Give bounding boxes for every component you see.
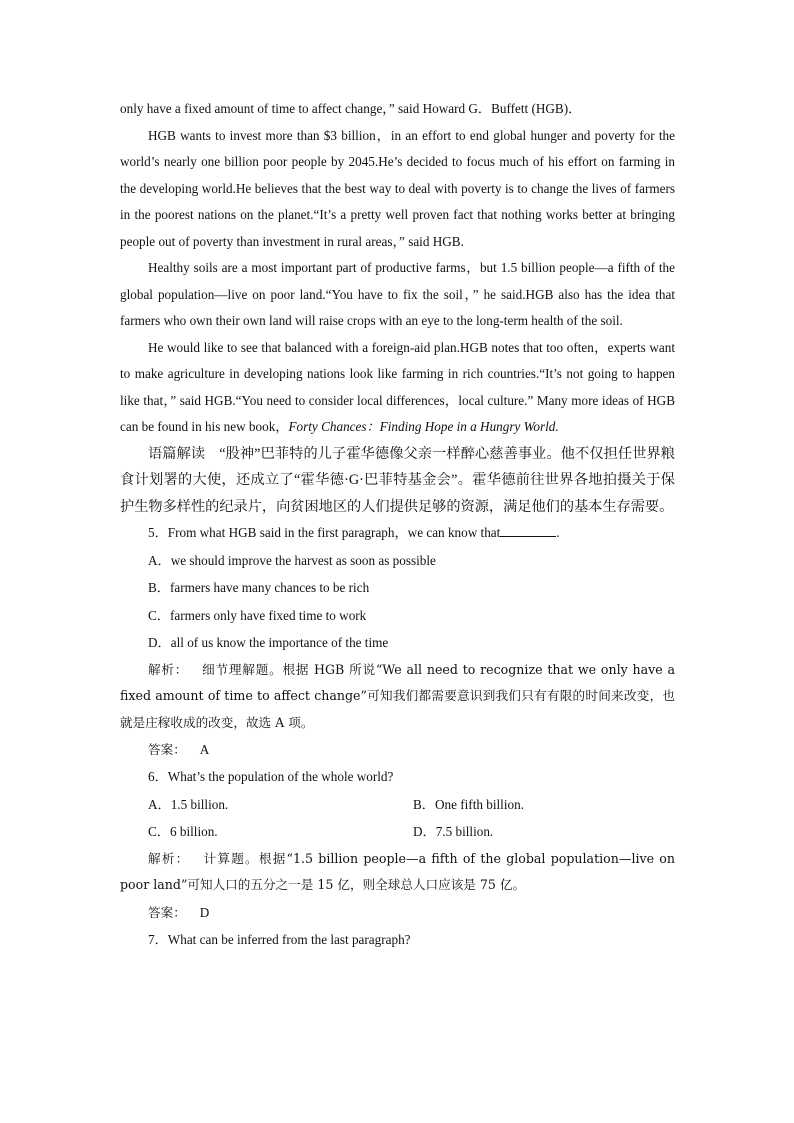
- book-title: Forty Chances：Finding Hope in a Hungry World: [288, 419, 556, 434]
- passage-paragraph-2: Healthy soils are a most important part of productive farms，but 1.5 billion people—a fifth of the global population—live on poor land.“You have to fix the soil，” he said.HGB also has the idea that farmers who own their own land will raise crops with an eye to the long-term health of the soil.: [120, 260, 675, 328]
- question-6-option-b: B．One fifth billion.: [413, 796, 524, 812]
- answer-label: 答案：: [148, 904, 186, 920]
- question-6-stem: 6．What’s the population of the whole world?: [148, 769, 394, 784]
- question-5-option-d: D．all of us know the importance of the time: [148, 635, 389, 650]
- analysis-label: 解析：: [148, 661, 189, 677]
- question-5-option-b: B．farmers have many chances to be rich: [148, 580, 370, 595]
- question-6-options-row-1: [120, 791, 675, 819]
- passage-summary: [120, 441, 675, 521]
- question-6-answer: [120, 899, 675, 927]
- passage-line-0: only have a fixed amount of time to affect change，” said Howard G．Buffett (HGB)．: [120, 101, 582, 116]
- answer-label: 答案：: [148, 742, 186, 757]
- question-6-options-row-2: [120, 818, 675, 846]
- paragraph-3-text: He would like to see that balanced with a foreign-aid plan.HGB notes that too often，experts want to make agriculture in developing nations look like farming in rich countries.“It’s not going to happen like that，” said HGB.“You need to consider local differences，local culture.” Many more ideas of HGB can be found in his new book，: [120, 339, 675, 434]
- answer-value: D: [199, 904, 210, 920]
- question-7-stem: 7．What can be inferred from the last paragraph?: [148, 931, 411, 947]
- question-6-option-c: C．6 billion.: [148, 824, 218, 839]
- answer-value: A: [199, 742, 210, 757]
- answer-blank: [500, 524, 556, 537]
- question-5-analysis: [120, 657, 675, 737]
- question-6-option-d: D．7.5 billion.: [413, 824, 494, 839]
- paragraph-3-end: .: [555, 419, 559, 434]
- summary-label: 语篇解读: [148, 445, 206, 462]
- question-5-stem: 5．From what HGB said in the first paragraph，we can know that .: [148, 525, 560, 540]
- question-6-analysis: [120, 846, 675, 899]
- passage-paragraph-1: HGB wants to invest more than $3 billion，in an effort to end global hunger and poverty for the world’s nearly one billion poor people by 2045.He’s decided to focus much of his effort on farming in the developing world.He believes that the best way to deal with poverty is to change the lives of farmers in the poorest nations on the planet.“It’s a pretty well proven fact that nothing works better at bringing people out of poverty than investment in rural areas，” said HGB.: [120, 127, 675, 249]
- question-5-option-a: A．we should improve the harvest as soon as possible: [148, 552, 436, 568]
- analysis-text: 计算题。根据“1.5 billion people—a fifth of the global population—live on poor land”可知人口的五分之一是 15 亿，则全球总人口应该是 75 亿。: [120, 850, 676, 892]
- analysis-text: 细节理解题。根据 HGB 所说“We all need to recognize that we only have a fixed amount of time to affect change”可知我们都需要意识到我们只有有限的时间来改变，也就是庄稼收成的改变，故选 A 项。: [120, 661, 676, 730]
- document-content: [120, 96, 675, 953]
- summary-text: “股神”巴菲特的儿子霍华德像父亲一样醉心慈善事业。他不仅担任世界粮食计划署的大使，还成立了“霍华德·G·巴菲特基金会”。霍华德前往世界各地拍摄关于保护生物多样性的纪录片，向贫困地区的人们提供足够的资源，满足他们的基本生存需要。: [120, 445, 675, 515]
- question-5-option-c: C．farmers only have fixed time to work: [148, 607, 367, 623]
- analysis-label: 解析：: [148, 850, 190, 866]
- passage-paragraph-3: [120, 335, 675, 441]
- question-6-option-a: A．1.5 billion.: [148, 796, 229, 812]
- question-5-answer: [120, 736, 675, 764]
